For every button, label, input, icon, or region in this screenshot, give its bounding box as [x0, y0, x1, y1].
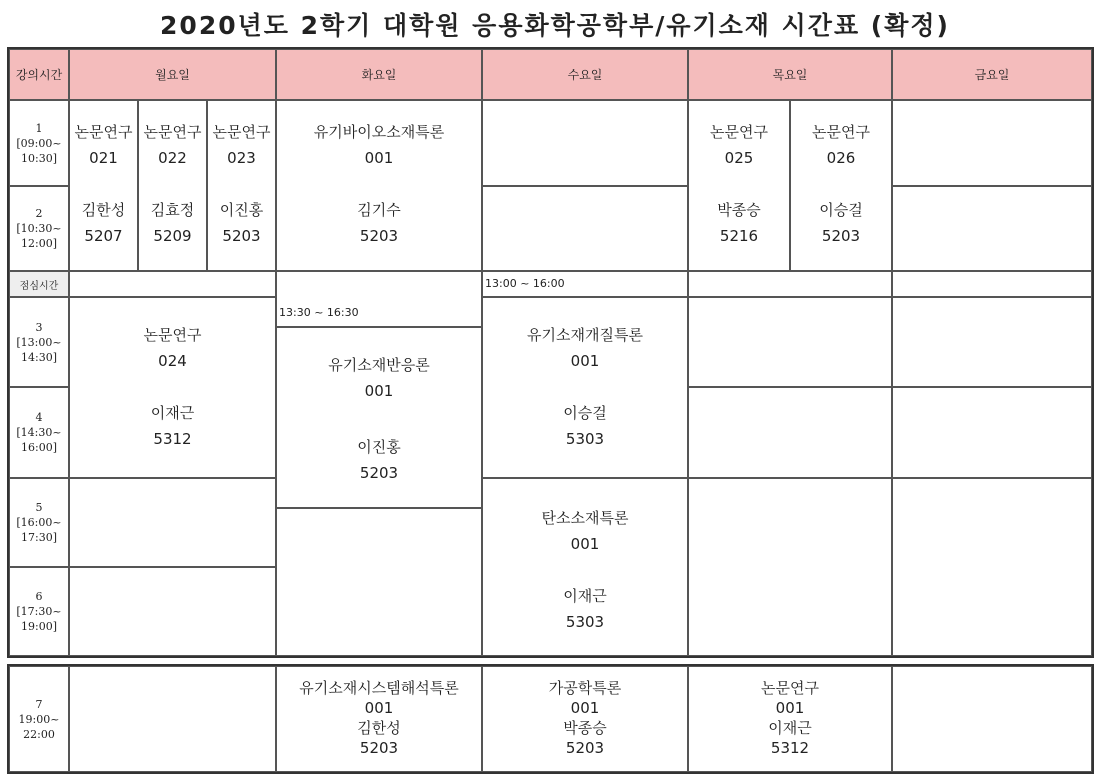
header-thursday: 목요일 — [688, 49, 892, 100]
course-time: 13:30 ~ 16:30 — [279, 306, 359, 319]
period-number: 6 — [35, 590, 43, 603]
course-professor: 김기수 — [357, 201, 401, 219]
header-friday: 금요일 — [892, 49, 1092, 100]
course-section: 023 — [227, 149, 256, 167]
course-block — [483, 678, 687, 758]
cell-fri-3 — [892, 297, 1092, 387]
course-section: 024 — [158, 352, 187, 370]
course-room: 5203 — [821, 227, 861, 245]
header-wednesday: 수요일 — [482, 49, 688, 100]
period-start: 19:00~ — [18, 712, 60, 726]
lunch-wed — [482, 271, 688, 297]
course-name: 논문연구 — [761, 679, 819, 697]
course-professor: 박종승 — [563, 719, 607, 737]
course-section: 026 — [826, 149, 856, 167]
course-block — [689, 678, 891, 758]
cell-thu-4 — [688, 387, 892, 478]
cell-tue-gap — [276, 271, 482, 327]
course-room: 5207 — [84, 227, 123, 245]
course-professor: 이진홍 — [219, 201, 264, 219]
cell-fri-7 — [892, 666, 1092, 772]
cell-wed-1 — [482, 100, 688, 186]
course-name: 논문연구 — [74, 123, 133, 141]
course-block — [70, 119, 137, 249]
course-name: 가공학특론 — [548, 679, 622, 697]
course-time: 13:00 ~ 16:00 — [485, 277, 565, 290]
course-section: 001 — [570, 699, 600, 717]
course-professor: 이재근 — [768, 719, 812, 737]
cell-fri-5 — [892, 478, 1092, 656]
course-name: 유기소재반응론 — [328, 356, 430, 374]
course-block — [70, 322, 275, 452]
period-start: [16:00~ — [16, 516, 62, 529]
cell-thu-5 — [688, 478, 892, 656]
course-professor: 김한성 — [81, 201, 126, 219]
course-section: 001 — [570, 352, 600, 370]
period-end: 19:00] — [21, 620, 57, 633]
course-professor: 이재근 — [150, 404, 195, 422]
cell-mon-5 — [69, 478, 276, 567]
cell-mon-3 — [69, 297, 276, 478]
cell-mon-7 — [69, 666, 276, 772]
cell-mon-c — [207, 100, 276, 271]
cell-tue-7 — [276, 666, 482, 772]
period-7 — [9, 666, 69, 772]
course-block — [791, 119, 891, 249]
course-professor: 박종승 — [717, 201, 761, 219]
period-start: [13:00~ — [16, 335, 62, 349]
period-number: 5 — [35, 501, 43, 514]
course-room: 5303 — [565, 613, 605, 631]
course-section: 001 — [570, 535, 600, 553]
cell-wed-7 — [482, 666, 688, 772]
course-room: 5203 — [359, 227, 399, 245]
course-section: 001 — [364, 149, 394, 167]
cell-tue-5 — [276, 508, 482, 656]
period-end: 22:00 — [23, 727, 55, 741]
course-name: 탄소소재특론 — [541, 509, 629, 527]
timetable — [7, 47, 1094, 658]
course-name: 논문연구 — [143, 123, 202, 141]
period-5 — [9, 478, 69, 567]
cell-thu-7 — [688, 666, 892, 772]
course-room: 5203 — [359, 464, 399, 482]
header-monday: 월요일 — [69, 49, 276, 100]
course-professor: 김한성 — [357, 719, 401, 737]
period-1 — [9, 100, 69, 186]
course-room: 5203 — [359, 739, 399, 757]
cell-wed-2 — [482, 186, 688, 271]
course-block — [277, 678, 481, 758]
course-room: 5203 — [565, 739, 605, 757]
course-name: 논문연구 — [812, 123, 870, 141]
period-number: 4 — [35, 411, 43, 424]
course-room: 5203 — [222, 227, 261, 245]
course-block — [483, 322, 687, 452]
period-4 — [9, 387, 69, 478]
course-section: 001 — [775, 699, 805, 717]
course-room: 5209 — [153, 227, 192, 245]
course-name: 논문연구 — [212, 123, 271, 141]
period-end: 16:00] — [21, 441, 57, 454]
course-room: 5216 — [719, 227, 759, 245]
course-block — [689, 119, 789, 249]
period-2 — [9, 186, 69, 271]
course-name: 유기바이오소재특론 — [313, 123, 445, 141]
course-room: 5303 — [565, 430, 605, 448]
period-end: 17:30] — [21, 531, 57, 544]
course-room: 5312 — [770, 739, 810, 757]
course-professor: 김효정 — [150, 201, 195, 219]
header-period: 강의시간 — [9, 49, 69, 100]
cell-tue-3 — [276, 327, 482, 508]
course-name: 유기소재시스템해석특론 — [299, 679, 459, 697]
period-start: [09:00~ — [16, 136, 62, 150]
course-section: 001 — [364, 382, 394, 400]
cell-mon-a — [69, 100, 138, 271]
cell-thu-b — [790, 100, 892, 271]
period-number: 1 — [35, 121, 43, 135]
lunch-label: 점심시간 — [9, 271, 69, 297]
course-section: 022 — [158, 149, 187, 167]
period-number: 2 — [35, 207, 43, 220]
header-tuesday: 화요일 — [276, 49, 482, 100]
period-end: 10:30] — [21, 151, 57, 165]
cell-fri-1 — [892, 100, 1092, 186]
period-start: [14:30~ — [16, 426, 62, 439]
period-6 — [9, 567, 69, 656]
cell-wed-5 — [482, 478, 688, 656]
course-section: 021 — [89, 149, 118, 167]
cell-wed-3 — [482, 297, 688, 478]
cell-thu-3 — [688, 297, 892, 387]
course-name: 유기소재개질특론 — [527, 326, 643, 344]
course-block — [277, 119, 481, 249]
cell-fri-4 — [892, 387, 1092, 478]
course-block — [208, 119, 275, 249]
lunch-mon — [69, 271, 276, 297]
period-start: [17:30~ — [16, 605, 62, 618]
course-block — [277, 352, 481, 486]
course-name: 논문연구 — [143, 326, 202, 344]
course-professor: 이승걸 — [563, 404, 607, 422]
period-start: [10:30~ — [16, 222, 62, 235]
period-end: 12:00] — [21, 237, 57, 250]
cell-mon-b — [138, 100, 207, 271]
cell-tue-1 — [276, 100, 482, 271]
cell-mon-6 — [69, 567, 276, 656]
cell-thu-a — [688, 100, 790, 271]
cell-fri-2 — [892, 186, 1092, 271]
period-3 — [9, 297, 69, 387]
course-section: 025 — [724, 149, 754, 167]
course-name: 논문연구 — [710, 123, 768, 141]
period-number: 3 — [35, 320, 43, 334]
lunch-fri — [892, 271, 1092, 297]
course-professor: 이진홍 — [357, 438, 401, 456]
course-section: 001 — [364, 699, 394, 717]
lunch-thu — [688, 271, 892, 297]
course-room: 5312 — [153, 430, 192, 448]
course-block — [483, 505, 687, 635]
period-end: 14:30] — [21, 350, 57, 364]
course-professor: 이승걸 — [819, 201, 863, 219]
evening-row — [7, 664, 1094, 774]
course-professor: 이재근 — [563, 587, 607, 605]
page-title: 2020년도 2학기 대학원 응용화학공학부/유기소재 시간표 (확정) — [160, 11, 950, 40]
course-block — [139, 119, 206, 249]
period-number: 7 — [35, 697, 43, 711]
